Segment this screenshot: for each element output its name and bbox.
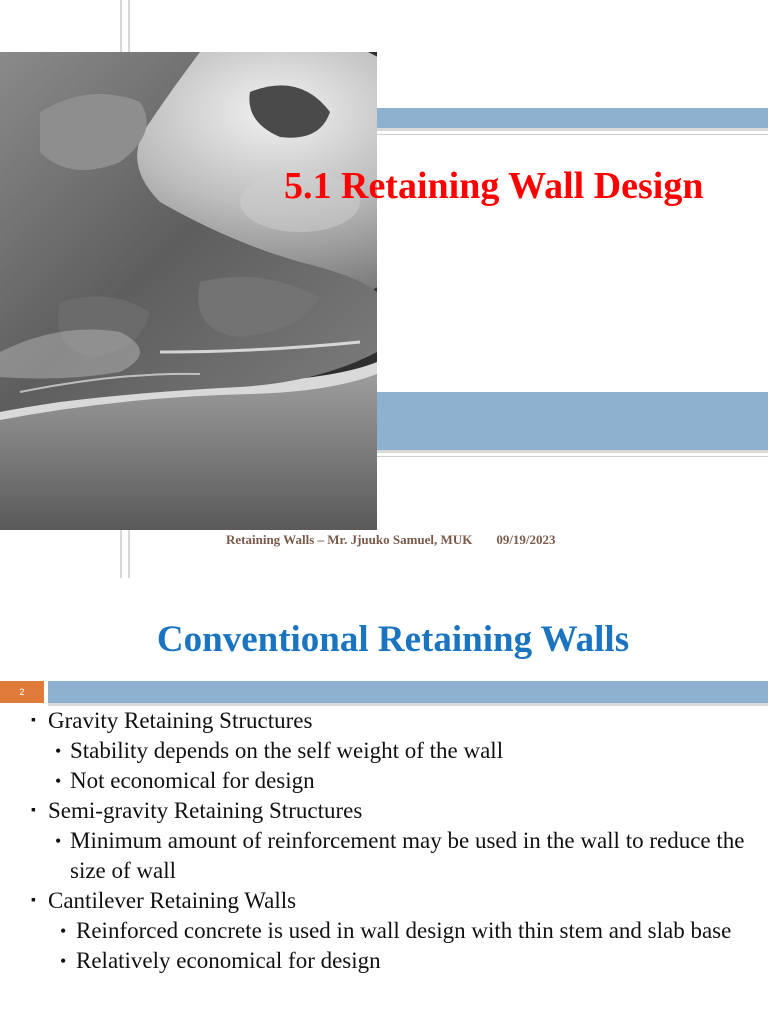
dot-bullet-icon: • (55, 741, 62, 761)
bullet-label: Semi-gravity Retaining Structures (48, 798, 363, 823)
dot-bullet-icon: • (60, 921, 67, 941)
sub-bullet-text: Stability depends on the self weight of the wall (70, 738, 504, 763)
bullet-label: Cantilever Retaining Walls (48, 888, 297, 913)
accent-band-top (377, 108, 768, 128)
dot-bullet-icon: • (60, 951, 67, 971)
sub-bullet (0, 916, 768, 946)
dot-bullet-icon: • (55, 771, 62, 791)
cover-photo (0, 52, 377, 530)
slide-title: 5.1 Retaining Wall Design (284, 165, 704, 207)
bullet-label: Gravity Retaining Structures (48, 708, 313, 733)
sub-bullet (0, 946, 768, 976)
sub-bullet-text: Relatively economical for design (76, 948, 381, 973)
bullet-item-cantilever (0, 886, 768, 916)
slide-footer (226, 532, 556, 548)
square-bullet-icon: ▪ (31, 713, 36, 728)
bullet-item-semi-gravity (0, 796, 768, 826)
sub-bullet (0, 736, 768, 766)
slide-number: 2 (0, 681, 44, 703)
square-bullet-icon: ▪ (31, 893, 36, 908)
bullet-item-gravity (0, 706, 768, 736)
footer-date: 09/19/2023 (496, 532, 556, 547)
accent-band-bottom (377, 392, 768, 450)
sub-bullet-text: Not economical for design (70, 768, 315, 793)
dot-bullet-icon: • (55, 831, 62, 851)
square-bullet-icon: ▪ (31, 803, 36, 818)
sub-bullet-text: Minimum amount of reinforcement may be used in the wall to reduce the size of wall (70, 828, 745, 883)
sub-bullet (0, 826, 768, 886)
bullet-list (0, 706, 768, 976)
sub-bullet (0, 766, 768, 796)
content-slide (0, 578, 768, 1024)
sub-bullet-text: Reinforced concrete is used in wall design with thin stem and slab base (76, 918, 732, 943)
footer-text: Retaining Walls – Mr. Jjuuko Samuel, MUK (226, 532, 473, 547)
slide-title: Conventional Retaining Walls (156, 619, 630, 660)
accent-band (48, 681, 768, 703)
